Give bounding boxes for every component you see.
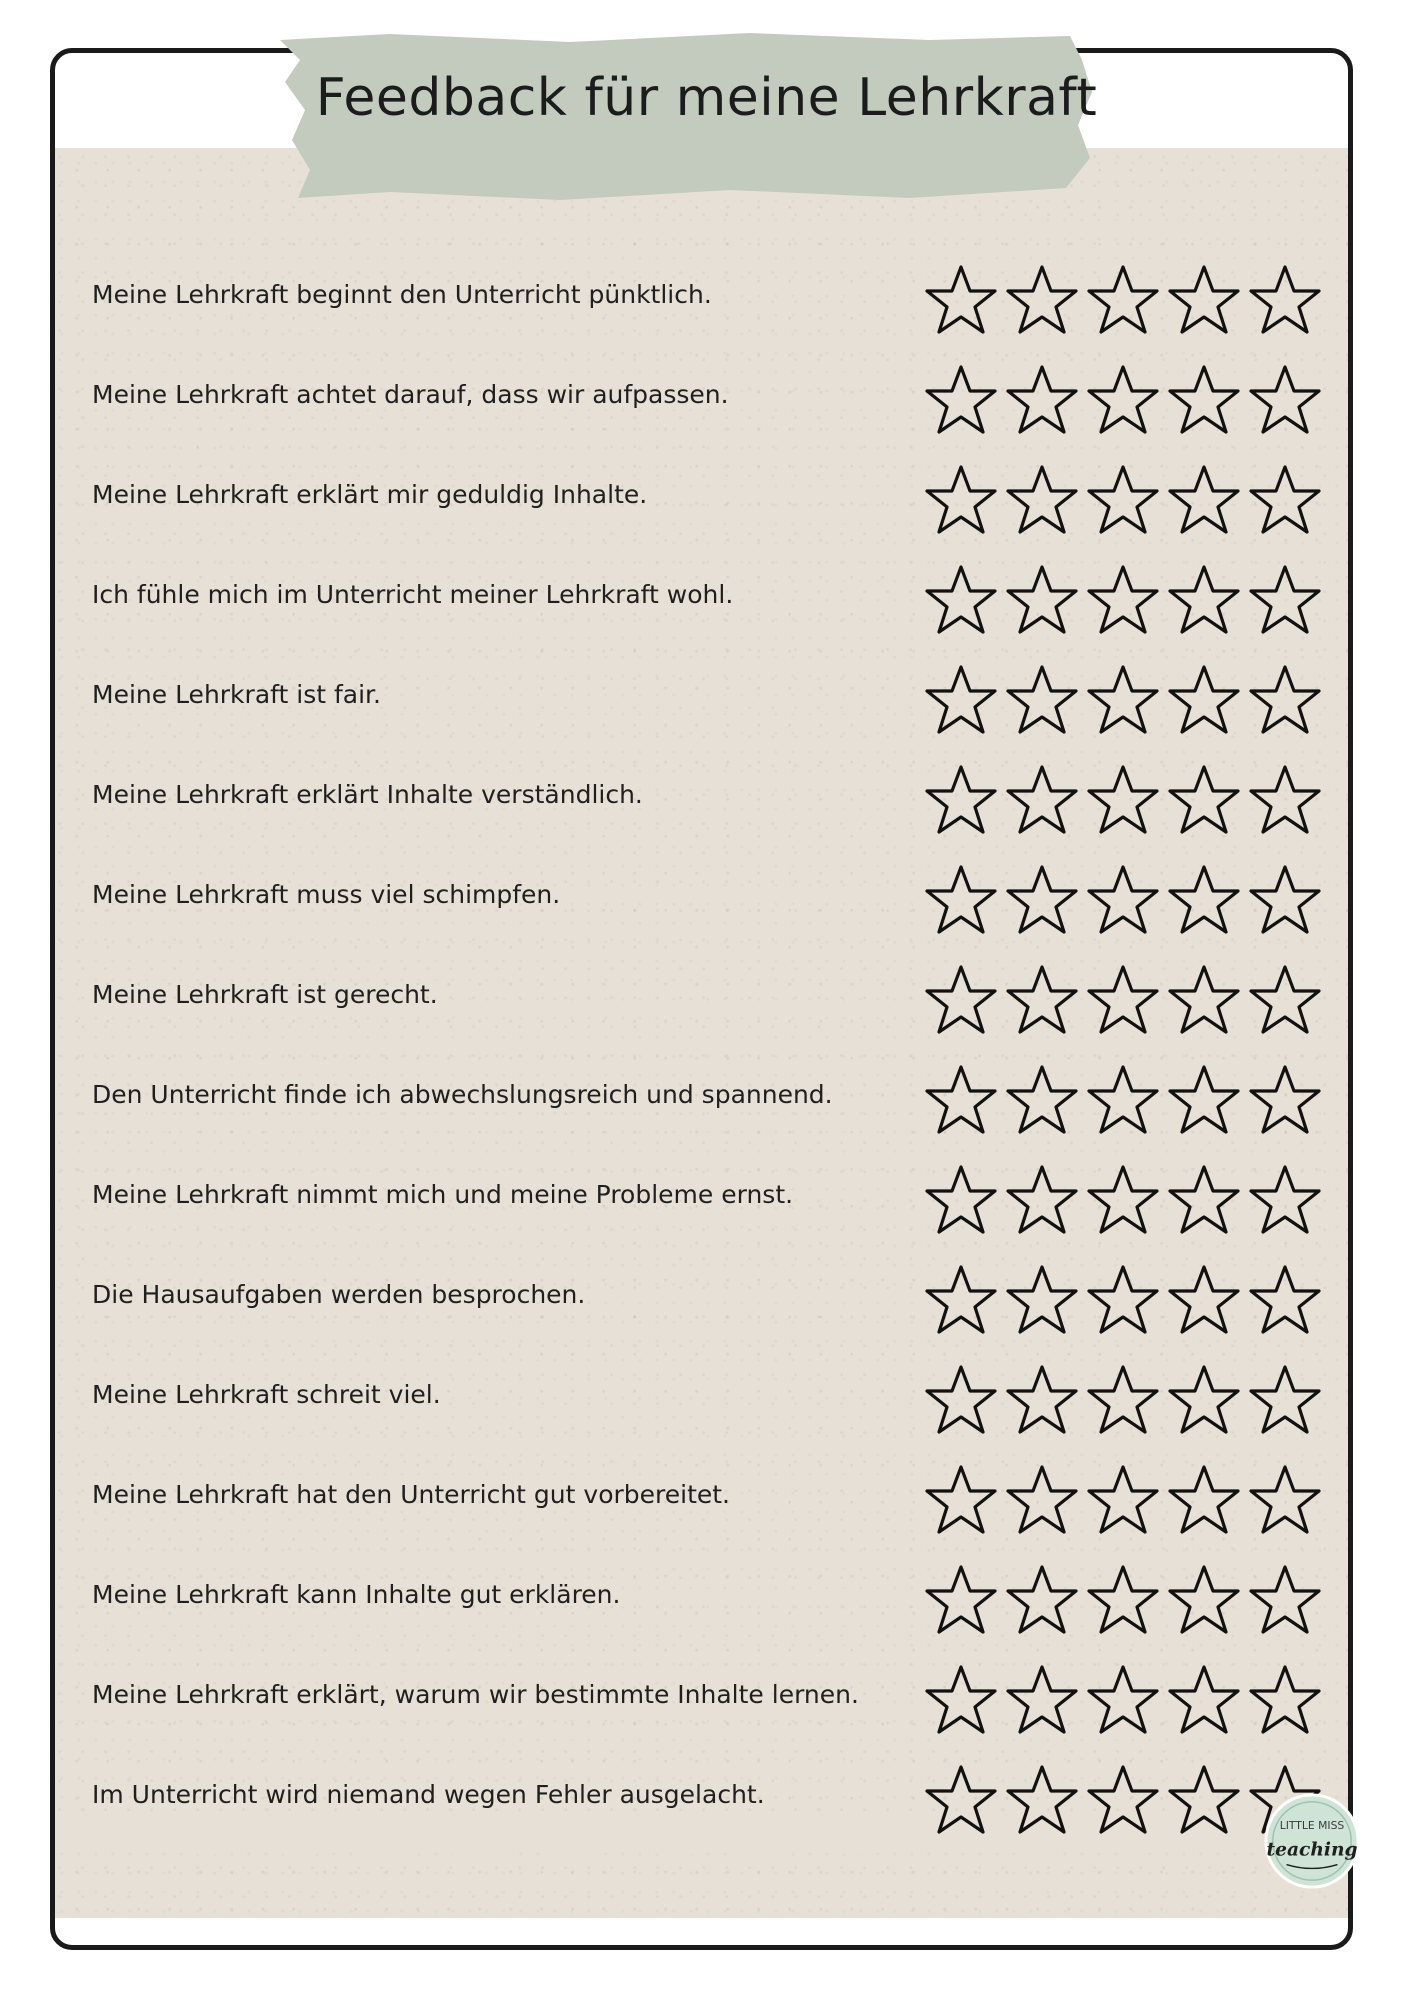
- statement-text: Den Unterricht finde ich abwechslungsreich und spannend.: [92, 1080, 833, 1109]
- star-icon[interactable]: [925, 1564, 997, 1636]
- star-icon[interactable]: [1168, 464, 1240, 536]
- star-icon[interactable]: [1006, 564, 1078, 636]
- star-icon[interactable]: [1249, 1164, 1321, 1236]
- star-icon[interactable]: [1249, 1364, 1321, 1436]
- star-icon[interactable]: [1168, 864, 1240, 936]
- feedback-row: [45, 458, 1295, 538]
- star-icon[interactable]: [1168, 664, 1240, 736]
- star-icon[interactable]: [925, 764, 997, 836]
- star-icon[interactable]: [925, 264, 997, 336]
- star-rating[interactable]: [925, 1558, 1325, 1638]
- star-icon[interactable]: [1006, 1564, 1078, 1636]
- statement-text: Die Hausaufgaben werden besprochen.: [92, 1280, 586, 1309]
- star-icon[interactable]: [1168, 1464, 1240, 1536]
- star-icon[interactable]: [1006, 1264, 1078, 1336]
- feedback-row: [45, 758, 1295, 838]
- star-icon[interactable]: [1087, 864, 1159, 936]
- feedback-row: [45, 1358, 1295, 1438]
- statement-text: Ich fühle mich im Unterricht meiner Lehrkraft wohl.: [92, 580, 734, 609]
- star-icon[interactable]: [925, 1264, 997, 1336]
- star-icon[interactable]: [925, 364, 997, 436]
- star-icon[interactable]: [1168, 1564, 1240, 1636]
- little-miss-teaching-logo: [1263, 1792, 1361, 1890]
- star-icon[interactable]: [1249, 764, 1321, 836]
- star-icon[interactable]: [1249, 264, 1321, 336]
- star-icon[interactable]: [925, 864, 997, 936]
- star-icon[interactable]: [1006, 1664, 1078, 1736]
- star-icon[interactable]: [1249, 1664, 1321, 1736]
- star-icon[interactable]: [1006, 1464, 1078, 1536]
- feedback-row: [45, 1258, 1295, 1338]
- star-icon[interactable]: [925, 964, 997, 1036]
- star-icon[interactable]: [1087, 1364, 1159, 1436]
- star-icon[interactable]: [1168, 1664, 1240, 1736]
- star-rating[interactable]: [925, 858, 1325, 938]
- star-icon[interactable]: [925, 1464, 997, 1536]
- statement-text: Meine Lehrkraft muss viel schimpfen.: [92, 880, 561, 909]
- feedback-row: [45, 1058, 1295, 1138]
- feedback-row: [45, 558, 1295, 638]
- star-icon[interactable]: [1249, 1264, 1321, 1336]
- statement-text: Meine Lehrkraft nimmt mich und meine Probleme ernst.: [92, 1180, 794, 1209]
- star-icon[interactable]: [1087, 1464, 1159, 1536]
- feedback-row: [45, 658, 1295, 738]
- star-rating[interactable]: [925, 558, 1325, 638]
- star-rating[interactable]: [925, 758, 1325, 838]
- star-rating[interactable]: [925, 1658, 1325, 1738]
- statement-text: Im Unterricht wird niemand wegen Fehler ausgelacht.: [92, 1780, 765, 1809]
- star-rating[interactable]: [925, 1458, 1325, 1538]
- star-icon[interactable]: [925, 664, 997, 736]
- star-icon[interactable]: [1087, 1264, 1159, 1336]
- star-icon[interactable]: [1168, 1064, 1240, 1136]
- star-rating[interactable]: [925, 658, 1325, 738]
- star-icon[interactable]: [1087, 364, 1159, 436]
- star-icon[interactable]: [1168, 364, 1240, 436]
- star-icon[interactable]: [1006, 864, 1078, 936]
- statement-text: Meine Lehrkraft hat den Unterricht gut vorbereitet.: [92, 1480, 731, 1509]
- feedback-row: [45, 1158, 1295, 1238]
- star-icon[interactable]: [925, 464, 997, 536]
- star-icon[interactable]: [1006, 1164, 1078, 1236]
- star-icon[interactable]: [1087, 764, 1159, 836]
- star-icon[interactable]: [1168, 764, 1240, 836]
- star-rating[interactable]: [925, 1158, 1325, 1238]
- star-icon[interactable]: [1006, 664, 1078, 736]
- star-icon[interactable]: [1006, 264, 1078, 336]
- star-icon[interactable]: [1006, 464, 1078, 536]
- star-icon[interactable]: [1087, 1664, 1159, 1736]
- star-icon[interactable]: [1249, 1564, 1321, 1636]
- star-icon[interactable]: [1087, 1564, 1159, 1636]
- star-icon[interactable]: [1087, 1064, 1159, 1136]
- star-icon[interactable]: [1087, 1164, 1159, 1236]
- star-icon[interactable]: [1006, 1364, 1078, 1436]
- statement-text: Meine Lehrkraft schreit viel.: [92, 1380, 441, 1409]
- star-icon[interactable]: [1249, 464, 1321, 536]
- star-icon[interactable]: [1249, 864, 1321, 936]
- statement-text: Meine Lehrkraft kann Inhalte gut erklären.: [92, 1580, 621, 1609]
- star-icon[interactable]: [1168, 264, 1240, 336]
- star-icon[interactable]: [925, 1064, 997, 1136]
- star-icon[interactable]: [1168, 1164, 1240, 1236]
- star-icon[interactable]: [1006, 1764, 1078, 1836]
- star-rating[interactable]: [925, 458, 1325, 538]
- star-icon[interactable]: [925, 1164, 997, 1236]
- statement-text: Meine Lehrkraft ist gerecht.: [92, 980, 438, 1009]
- page-title: Feedback für meine Lehrkraft: [315, 68, 1098, 128]
- statement-text: Meine Lehrkraft erklärt Inhalte verständlich.: [92, 780, 643, 809]
- statement-text: Meine Lehrkraft ist fair.: [92, 680, 381, 709]
- star-icon[interactable]: [1249, 364, 1321, 436]
- star-rating[interactable]: [925, 358, 1325, 438]
- star-icon[interactable]: [1006, 364, 1078, 436]
- star-icon[interactable]: [1168, 1764, 1240, 1836]
- statement-text: Meine Lehrkraft achtet darauf, dass wir aufpassen.: [92, 380, 729, 409]
- star-rating[interactable]: [925, 1258, 1325, 1338]
- feedback-row: [45, 1758, 1295, 1838]
- star-icon[interactable]: [925, 1364, 997, 1436]
- star-icon[interactable]: [1249, 1464, 1321, 1536]
- star-icon[interactable]: [925, 1664, 997, 1736]
- star-icon[interactable]: [1168, 1264, 1240, 1336]
- star-icon[interactable]: [1249, 664, 1321, 736]
- star-icon[interactable]: [1087, 664, 1159, 736]
- statement-text: Meine Lehrkraft erklärt mir geduldig Inhalte.: [92, 480, 648, 509]
- star-icon[interactable]: [1249, 964, 1321, 1036]
- star-icon[interactable]: [1006, 764, 1078, 836]
- star-icon[interactable]: [1249, 564, 1321, 636]
- star-rating[interactable]: [925, 1058, 1325, 1138]
- feedback-row: [45, 358, 1295, 438]
- feedback-row: [45, 858, 1295, 938]
- svg-text:LITTLE MISS: LITTLE MISS: [1279, 1819, 1345, 1833]
- feedback-row: [45, 1458, 1295, 1538]
- star-icon[interactable]: [1087, 564, 1159, 636]
- star-rating[interactable]: [925, 958, 1325, 1038]
- star-icon[interactable]: [1168, 964, 1240, 1036]
- star-rating[interactable]: [925, 1358, 1325, 1438]
- statement-text: Meine Lehrkraft beginnt den Unterricht pünktlich.: [92, 280, 712, 309]
- star-icon[interactable]: [1168, 564, 1240, 636]
- star-icon[interactable]: [925, 1764, 997, 1836]
- feedback-row: [45, 1558, 1295, 1638]
- svg-text:teaching: teaching: [1266, 1839, 1358, 1861]
- star-icon[interactable]: [1087, 264, 1159, 336]
- star-icon[interactable]: [1006, 1064, 1078, 1136]
- star-icon[interactable]: [1087, 1764, 1159, 1836]
- star-icon[interactable]: [925, 564, 997, 636]
- star-icon[interactable]: [1087, 464, 1159, 536]
- star-icon[interactable]: [1168, 1364, 1240, 1436]
- star-icon[interactable]: [1087, 964, 1159, 1036]
- star-icon[interactable]: [1006, 964, 1078, 1036]
- star-icon[interactable]: [1249, 1064, 1321, 1136]
- feedback-row: [45, 958, 1295, 1038]
- statement-text: Meine Lehrkraft erklärt, warum wir bestimmte Inhalte lernen.: [92, 1680, 859, 1709]
- feedback-row: [45, 1658, 1295, 1738]
- star-rating[interactable]: [925, 258, 1325, 338]
- feedback-row: [45, 258, 1295, 338]
